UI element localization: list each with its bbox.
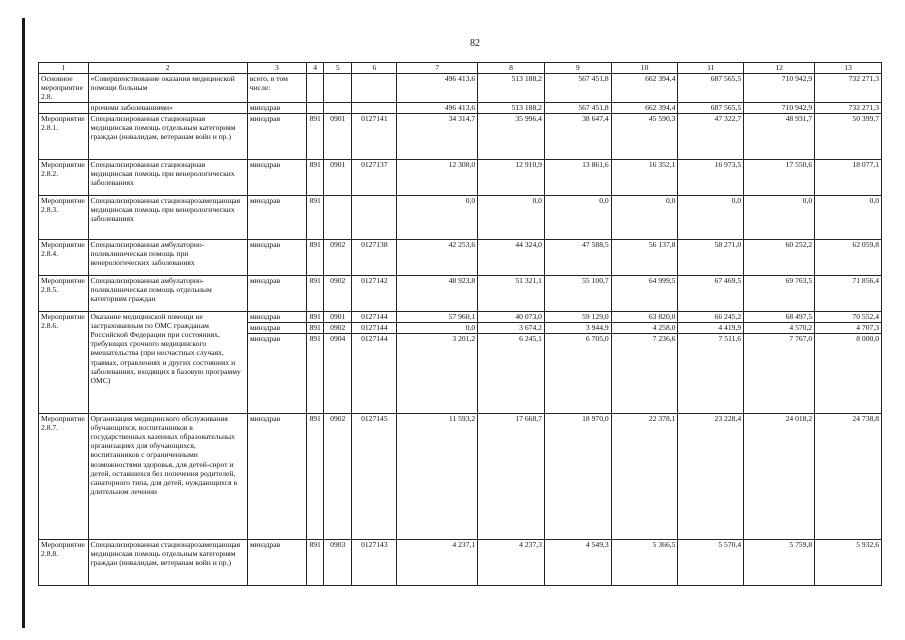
grbs-code: 891 xyxy=(307,113,324,159)
value-cell: 64 999,5 xyxy=(611,275,678,311)
header-row xyxy=(39,63,882,74)
value-cell: 710 942,9 xyxy=(744,102,815,113)
value-cell: 47 322,7 xyxy=(678,113,744,159)
col-header: 8 xyxy=(478,63,545,74)
measure-name: прочими заболеваниями» xyxy=(88,102,247,113)
value-cell: 3 944,9 xyxy=(544,322,611,333)
value-cell: 48 923,8 xyxy=(397,275,478,311)
value-cell: 70 552,4 xyxy=(815,311,882,322)
measure-id: Мероприятие 2.8.6. xyxy=(39,311,89,413)
grbs-code: 891 xyxy=(307,333,324,413)
value-cell: 687 565,5 xyxy=(678,74,744,103)
grbs-code xyxy=(307,102,324,113)
col-header: 7 xyxy=(397,63,478,74)
article-code: 0127144 xyxy=(352,322,397,333)
value-cell: 0,0 xyxy=(397,195,478,239)
executor: всего, в том числе: xyxy=(247,74,306,103)
section-code: 0902 xyxy=(324,275,352,311)
value-cell: 0,0 xyxy=(678,195,744,239)
value-cell: 13 861,6 xyxy=(544,159,611,195)
value-cell: 4 258,0 xyxy=(611,322,678,333)
measure-name: «Совершенствование оказания медицинской помощи больным xyxy=(88,74,247,103)
measure-id: Мероприятие 2.8.7. xyxy=(39,413,89,539)
article-code: 0127144 xyxy=(352,311,397,322)
value-cell: 513 188,2 xyxy=(478,74,545,103)
table-row xyxy=(39,275,882,311)
value-cell: 69 763,5 xyxy=(744,275,815,311)
value-cell: 16 352,1 xyxy=(611,159,678,195)
measure-id: Мероприятие 2.8.4. xyxy=(39,239,89,275)
section-code: 0901 xyxy=(324,113,352,159)
value-cell: 0,0 xyxy=(815,195,882,239)
value-cell: 687 565,5 xyxy=(678,102,744,113)
executor: минздрав xyxy=(247,539,306,585)
measure-id: Мероприятие 2.8.5. xyxy=(39,275,89,311)
value-cell: 5 759,8 xyxy=(744,539,815,585)
value-cell: 6 705,0 xyxy=(544,333,611,413)
executor: минздрав xyxy=(247,195,306,239)
value-cell: 732 271,3 xyxy=(815,74,882,103)
col-header: 11 xyxy=(678,63,744,74)
measure-id: Мероприятие 2.8.3. xyxy=(39,195,89,239)
value-cell: 58 271,0 xyxy=(678,239,744,275)
value-cell: 732 271,3 xyxy=(815,102,882,113)
value-cell: 42 253,6 xyxy=(397,239,478,275)
value-cell: 68 497,5 xyxy=(744,311,815,322)
article-code: 0127142 xyxy=(352,275,397,311)
value-cell: 4 419,9 xyxy=(678,322,744,333)
value-cell: 44 324,0 xyxy=(478,239,545,275)
measure-name: Специализированная стационарозамещающая медицинская помощь при венерологических заболеваниях xyxy=(88,195,247,239)
col-header: 12 xyxy=(744,63,815,74)
value-cell: 7 236,6 xyxy=(611,333,678,413)
budget-table xyxy=(38,62,882,586)
section-code: 0902 xyxy=(324,322,352,333)
measure-id: Мероприятие 2.8.1. xyxy=(39,113,89,159)
value-cell: 63 820,0 xyxy=(611,311,678,322)
measure-id: Мероприятие 2.8.2. xyxy=(39,159,89,195)
value-cell: 3 674,2 xyxy=(478,322,545,333)
value-cell: 0,0 xyxy=(397,322,478,333)
article-code: 0127138 xyxy=(352,239,397,275)
col-header: 10 xyxy=(611,63,678,74)
executor: минздрав xyxy=(247,322,306,333)
value-cell: 40 073,0 xyxy=(478,311,545,322)
value-cell: 567 451,8 xyxy=(544,102,611,113)
value-cell: 11 593,2 xyxy=(397,413,478,539)
value-cell: 56 137,8 xyxy=(611,239,678,275)
value-cell: 0,0 xyxy=(544,195,611,239)
section-code xyxy=(324,102,352,113)
grbs-code xyxy=(307,74,324,103)
value-cell: 0,0 xyxy=(744,195,815,239)
article-code: 0127137 xyxy=(352,159,397,195)
value-cell: 47 588,5 xyxy=(544,239,611,275)
section-code: 0901 xyxy=(324,159,352,195)
section-code: 0901 xyxy=(324,311,352,322)
grbs-code: 891 xyxy=(307,539,324,585)
value-cell: 50 399,7 xyxy=(815,113,882,159)
measure-name: Специализированная амбулаторно-поликлиническая помощь отдельным категориям граждан xyxy=(88,275,247,311)
section-code xyxy=(324,195,352,239)
grbs-code: 891 xyxy=(307,311,324,322)
col-header: 9 xyxy=(544,63,611,74)
measure-name: Специализированная стационарная медицинская помощь отдельным категориям граждан (инвалидам, ветеранам войн и пр.) xyxy=(88,113,247,159)
value-cell: 67 469,5 xyxy=(678,275,744,311)
value-cell: 7 511,6 xyxy=(678,333,744,413)
value-cell: 5 570,4 xyxy=(678,539,744,585)
section-code: 0904 xyxy=(324,333,352,413)
executor: минздрав xyxy=(247,113,306,159)
measure-name: Специализированная стационарная медицинская помощь при венерологических заболеваниях xyxy=(88,159,247,195)
value-cell: 496 413,6 xyxy=(397,74,478,103)
table-row xyxy=(39,239,882,275)
value-cell: 71 856,4 xyxy=(815,275,882,311)
table-row xyxy=(39,413,882,539)
value-cell: 5 932,6 xyxy=(815,539,882,585)
binding-bar xyxy=(22,18,25,628)
executor: минздрав xyxy=(247,102,306,113)
measure-name: Организация медицинского обслуживания обучающихся, воспитанников в государственных казенных образовательных организациях для обучающихся, воспитанников с ограниченными возможностями здоровья, для детей-сирот и детей, оставшихся без попечения родителей, санаторного типа, для детей, нуждающихся в длительном лечении xyxy=(88,413,247,539)
table-row xyxy=(39,159,882,195)
article-code: 0127144 xyxy=(352,333,397,413)
section-code: 0902 xyxy=(324,239,352,275)
value-cell: 567 451,8 xyxy=(544,74,611,103)
article-code: 0127143 xyxy=(352,539,397,585)
value-cell: 66 245,2 xyxy=(678,311,744,322)
col-header: 5 xyxy=(324,63,352,74)
table-row xyxy=(39,113,882,159)
value-cell: 34 314,7 xyxy=(397,113,478,159)
value-cell: 4 707,3 xyxy=(815,322,882,333)
executor: минздрав xyxy=(247,239,306,275)
executor: минздрав xyxy=(247,413,306,539)
value-cell: 12 910,9 xyxy=(478,159,545,195)
article-code xyxy=(352,102,397,113)
value-cell: 662 394,4 xyxy=(611,74,678,103)
value-cell: 55 100,7 xyxy=(544,275,611,311)
col-header: 3 xyxy=(247,63,306,74)
grbs-code: 891 xyxy=(307,239,324,275)
value-cell: 18 970,0 xyxy=(544,413,611,539)
value-cell: 4 237,1 xyxy=(397,539,478,585)
value-cell: 17 668,7 xyxy=(478,413,545,539)
value-cell: 3 201,2 xyxy=(397,333,478,413)
col-header: 4 xyxy=(307,63,324,74)
article-code xyxy=(352,74,397,103)
table-row xyxy=(39,539,882,585)
value-cell: 710 942,9 xyxy=(744,74,815,103)
grbs-code: 891 xyxy=(307,275,324,311)
value-cell: 496 413,6 xyxy=(397,102,478,113)
value-cell: 18 077,1 xyxy=(815,159,882,195)
section-code: 0903 xyxy=(324,539,352,585)
measure-id: Основное мероприятие 2.8. xyxy=(39,74,89,103)
value-cell: 60 252,2 xyxy=(744,239,815,275)
spacer-cell xyxy=(39,102,89,113)
value-cell: 4 549,3 xyxy=(544,539,611,585)
section-code: 0902 xyxy=(324,413,352,539)
value-cell: 48 931,7 xyxy=(744,113,815,159)
executor: минздрав xyxy=(247,159,306,195)
col-header: 6 xyxy=(352,63,397,74)
value-cell: 24 738,8 xyxy=(815,413,882,539)
measure-id: Мероприятие 2.8.8. xyxy=(39,539,89,585)
grbs-code: 891 xyxy=(307,195,324,239)
value-cell: 23 228,4 xyxy=(678,413,744,539)
page-number: 82 xyxy=(470,38,480,49)
section-code xyxy=(324,74,352,103)
value-cell: 38 647,4 xyxy=(544,113,611,159)
table-row xyxy=(39,311,882,322)
table-row xyxy=(39,195,882,239)
article-code xyxy=(352,195,397,239)
value-cell: 5 366,5 xyxy=(611,539,678,585)
value-cell: 0,0 xyxy=(611,195,678,239)
value-cell: 51 321,1 xyxy=(478,275,545,311)
table-row-main xyxy=(39,74,882,103)
measure-name: Специализированная стационарозамещающая медицинская помощь отдельным категориям граждан (инвалидам, ветеранам войн и пр.) xyxy=(88,539,247,585)
value-cell: 513 188,2 xyxy=(478,102,545,113)
value-cell: 0,0 xyxy=(478,195,545,239)
value-cell: 12 308,0 xyxy=(397,159,478,195)
measure-name: Оказание медицинской помощи не застрахованным по ОМС гражданам Российской Федерации при состояниях, требующих срочного медицинского вмешательства (при несчастных случаях, травмах, отравлениях и других состояниях и заболеваниях, входящих в базовую программу ОМС) xyxy=(88,311,247,413)
value-cell: 17 550,6 xyxy=(744,159,815,195)
value-cell: 662 394,4 xyxy=(611,102,678,113)
value-cell: 57 960,1 xyxy=(397,311,478,322)
measure-name: Специализированная амбулаторно-поликлиническая помощь при венерологических заболеваниях xyxy=(88,239,247,275)
value-cell: 8 000,0 xyxy=(815,333,882,413)
value-cell: 7 767,0 xyxy=(744,333,815,413)
executor: минздрав xyxy=(247,333,306,413)
col-header: 13 xyxy=(815,63,882,74)
grbs-code: 891 xyxy=(307,413,324,539)
value-cell: 59 129,0 xyxy=(544,311,611,322)
grbs-code: 891 xyxy=(307,159,324,195)
executor: минздрав xyxy=(247,311,306,322)
value-cell: 4 570,2 xyxy=(744,322,815,333)
article-code: 0127145 xyxy=(352,413,397,539)
article-code: 0127141 xyxy=(352,113,397,159)
table-row-main-sub xyxy=(39,102,882,113)
value-cell: 22 378,1 xyxy=(611,413,678,539)
value-cell: 6 245,1 xyxy=(478,333,545,413)
executor: минздрав xyxy=(247,275,306,311)
value-cell: 35 996,4 xyxy=(478,113,545,159)
value-cell: 4 237,3 xyxy=(478,539,545,585)
col-header: 1 xyxy=(39,63,89,74)
value-cell: 62 059,8 xyxy=(815,239,882,275)
value-cell: 24 018,2 xyxy=(744,413,815,539)
value-cell: 45 590,3 xyxy=(611,113,678,159)
grbs-code: 891 xyxy=(307,322,324,333)
value-cell: 16 973,5 xyxy=(678,159,744,195)
col-header: 2 xyxy=(88,63,247,74)
